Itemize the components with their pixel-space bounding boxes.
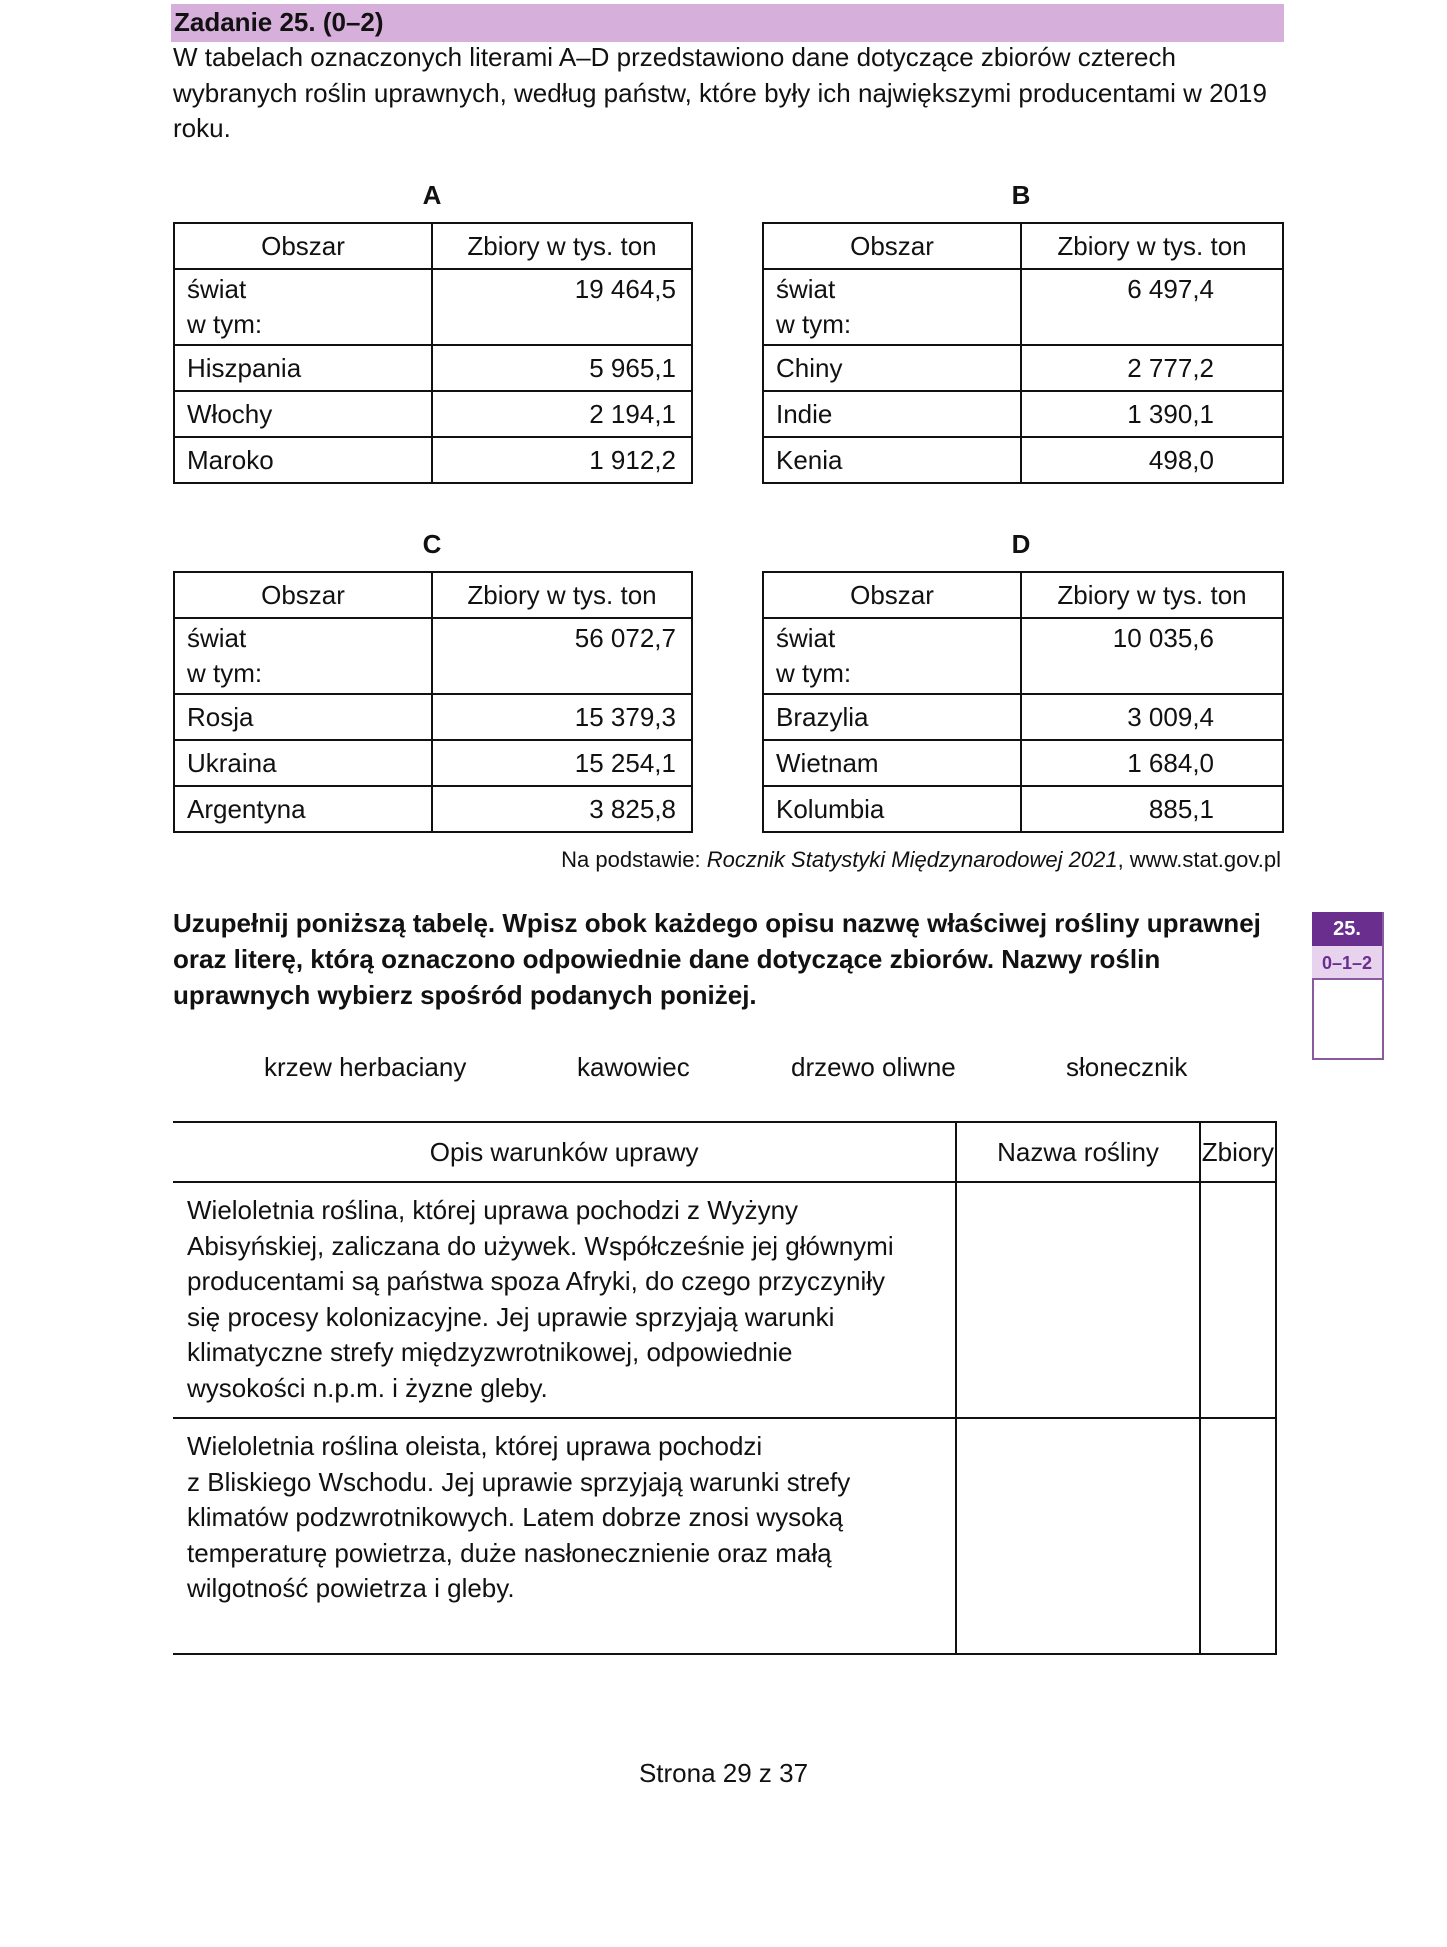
country-value-cell [432,740,692,786]
world-cell [174,269,432,345]
header-area: Obszar [763,572,1021,618]
country-name: Kenia [763,437,1021,483]
world-value-cell [1021,618,1283,694]
table-c-letter: C [422,529,442,559]
world-label: świat [776,274,836,304]
source-note [561,846,1281,874]
world-value-cell [1021,269,1283,345]
country-value-cell [1021,694,1283,740]
source-suffix: , www.stat.gov.pl [1117,847,1281,872]
country-value: 2 777,2 [1127,352,1214,383]
header-value: Zbiory w tys. ton [1021,572,1283,618]
country-value-cell [432,786,692,832]
description-line: Wieloletnia roślina oleista, której uprawa pochodzi [187,1431,763,1461]
header-area: Obszar [174,223,432,269]
task-instruction: Uzupełnij poniższą tabelę. Wpisz obok każdego opisu nazwę właściwej rośliny uprawnej oraz literę, którą oznaczono odpowiednie dane dotyczące zbiorów. Nazwy roślin uprawnych wybierz spośród podanych poniżej. [173,908,1261,1010]
table-b-letter: B [1011,180,1031,210]
plant-option: drzewo oliwne [791,1052,956,1082]
data-table-a [173,222,693,484]
world-sub-label: w tym: [187,309,263,339]
country-name: Włochy [174,391,432,437]
country-name: Maroko [174,437,432,483]
score-range: 0–1–2 [1312,946,1382,980]
table-d-letter: D [1011,529,1031,559]
harvest-letter-answer-field[interactable] [1200,1182,1276,1418]
country-name: Rosja [174,694,432,740]
country-name: Hiszpania [174,345,432,391]
country-value: 3 009,4 [1127,701,1214,732]
header-plant-name: Nazwa rośliny [956,1122,1199,1182]
header-harvest: Zbiory [1200,1122,1276,1182]
country-name: Brazylia [763,694,1021,740]
country-value: 1 390,1 [1127,398,1214,429]
description-line: producentami są państwa spoza Afryki, do czego przyczyniły [187,1266,886,1296]
country-name: Argentyna [174,786,432,832]
world-sub-label: w tym: [187,658,263,688]
description-line: wysokości n.p.m. i żyzne gleby. [187,1372,548,1403]
country-name: Wietnam [763,740,1021,786]
score-task-number: 25. [1312,912,1382,946]
description-cell [173,1418,956,1654]
header-description: Opis warunków uprawy [173,1122,956,1182]
description-line: temperaturę powietrza, duże nasłonecznienie oraz małą [187,1537,832,1568]
world-value: 10 035,6 [1112,623,1214,653]
page-number: Strona 29 z 37 [638,1758,809,1788]
country-value-cell [432,345,692,391]
description-line: klimatyczne strefy międzyzwrotnikowej, odpowiednie [187,1337,793,1367]
description-line: z Bliskiego Wschodu. Jej uprawie sprzyjają warunki strefy [187,1466,851,1497]
world-label: świat [776,623,836,653]
world-cell [174,618,432,694]
header-value: Zbiory w tys. ton [432,223,692,269]
header-area: Obszar [763,223,1021,269]
country-value: 3 825,8 [589,793,676,824]
world-value-cell [432,269,692,345]
country-value: 2 194,1 [589,398,676,429]
data-table-c [173,571,693,833]
plant-name-answer-field[interactable] [956,1182,1199,1418]
world-sub-label: w tym: [776,658,852,688]
country-value: 15 379,3 [574,701,676,732]
world-cell [763,269,1021,345]
source-prefix: Na podstawie: [561,847,707,872]
plant-option: słonecznik [1066,1052,1188,1082]
country-name: Indie [763,391,1021,437]
task-intro: W tabelach oznaczonych literami A–D przedstawiono dane dotyczące zbiorów czterech wybranych roślin uprawnych, według państw, które były ich największymi producentami w 2019 roku. [173,42,1267,143]
world-value: 56 072,7 [574,623,676,653]
table-a-letter: A [422,180,442,210]
description-line: klimatów podzwrotnikowych. Latem dobrze znosi wysoką [187,1502,844,1532]
source-title: Rocznik Statystyki Międzynarodowej 2021 [706,847,1118,872]
data-table-d [762,571,1284,833]
world-value: 19 464,5 [574,274,676,304]
country-value: 5 965,1 [589,352,676,383]
plant-option: kawowiec [577,1052,690,1082]
header-value: Zbiory w tys. ton [1021,223,1283,269]
country-value: 1 912,2 [589,444,676,475]
country-value-cell [432,391,692,437]
answer-table [173,1121,1277,1655]
description-cell [173,1182,956,1418]
description-line: Wieloletnia roślina, której uprawa pochodzi z Wyżyny [187,1195,799,1225]
country-value-cell [1021,391,1283,437]
country-value-cell [432,694,692,740]
description-line: wilgotność powietrza i gleby. [187,1573,515,1603]
task-title: Zadanie 25. (0–2) [174,7,384,37]
world-value-cell [432,618,692,694]
country-value-cell [1021,437,1283,483]
country-name: Ukraina [174,740,432,786]
plant-name-answer-field[interactable] [956,1418,1199,1654]
country-value: 15 254,1 [574,747,676,778]
world-label: świat [187,274,247,304]
country-value-cell [1021,345,1283,391]
world-label: świat [187,623,247,653]
description-line: się procesy kolonizacyjne. Jej uprawie sprzyjają warunki [187,1301,835,1332]
country-name: Chiny [763,345,1021,391]
country-value: 885,1 [1148,793,1214,824]
header-area: Obszar [174,572,432,618]
description-line: Abisyńskiej, zaliczana do używek. Współcześnie jej głównymi [187,1230,894,1261]
plant-option: krzew herbaciany [264,1052,467,1082]
country-value: 498,0 [1148,444,1214,475]
country-value-cell [1021,786,1283,832]
data-table-b [762,222,1284,484]
world-cell [763,618,1021,694]
world-value: 6 497,4 [1127,274,1214,304]
country-value-cell [1021,740,1283,786]
harvest-letter-answer-field[interactable] [1200,1418,1276,1654]
header-value: Zbiory w tys. ton [432,572,692,618]
world-sub-label: w tym: [776,309,852,339]
country-value: 1 684,0 [1127,747,1214,778]
country-name: Kolumbia [763,786,1021,832]
country-value-cell [432,437,692,483]
